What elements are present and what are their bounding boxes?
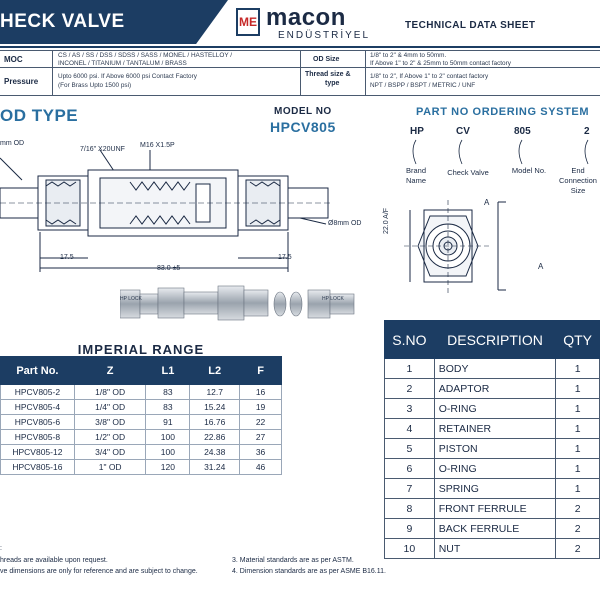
section-title: OD TYPE [0, 106, 79, 125]
table-row [1, 460, 282, 475]
dim-8mm-label: Ø8mm OD [328, 220, 362, 227]
table-cell: RETAINER [434, 419, 556, 439]
table-cell: 7 [385, 479, 435, 499]
table-cell: 83 [146, 385, 190, 400]
label-type: Check Valve [447, 168, 489, 177]
thread-value-2: NPT / BSPP / BSPT / METRIC / UNF [370, 82, 476, 89]
table-cell: HPCV805-2 [1, 385, 75, 400]
logo-subtitle: ENDÜSTRİYEL [278, 30, 371, 41]
table-cell: 1 [556, 399, 600, 419]
label-brand: Brand Name [405, 166, 426, 185]
table-row [385, 539, 600, 559]
dim-left-label: 17.5 [60, 254, 74, 261]
label-size: End Connection Size [559, 166, 597, 195]
code-model: 805 [514, 126, 531, 137]
notes-heading: : [0, 545, 2, 552]
table-cell: ADAPTOR [434, 379, 556, 399]
table-cell: 24.38 [190, 445, 240, 460]
ferrule-part [290, 292, 302, 316]
table-cell: 1/8" OD [74, 385, 146, 400]
section-a-bottom: A [538, 262, 544, 271]
table-cell: 1/2" OD [74, 430, 146, 445]
pressure-label: Pressure [4, 77, 39, 86]
table-row [1, 445, 282, 460]
code-brand: HP [410, 126, 424, 137]
table-cell: 1 [556, 359, 600, 379]
table-cell: 22 [240, 415, 282, 430]
table-cell: 1/4" OD [74, 400, 146, 415]
table-row [385, 439, 600, 459]
header-divider [0, 46, 600, 48]
table-cell: HPCV805-16 [1, 460, 75, 475]
table-cell: 36 [240, 445, 282, 460]
table-cell: 2 [556, 539, 600, 559]
table-cell: 1 [556, 479, 600, 499]
thread-label-1: Thread size & [305, 71, 351, 78]
table-cell: 2 [556, 519, 600, 539]
table-row [385, 499, 600, 519]
page-title: HECK VALVE [0, 11, 125, 32]
table-cell: NUT [434, 539, 556, 559]
column-header: Z [74, 357, 146, 385]
table-row [385, 479, 600, 499]
table-cell: 3/8" OD [74, 415, 146, 430]
dim-od-label: mm OD [0, 140, 25, 147]
imperial-title: IMPERIAL RANGE [77, 342, 205, 357]
column-header: L2 [190, 357, 240, 385]
table-cell: BODY [434, 359, 556, 379]
table-cell: 19 [240, 400, 282, 415]
od-value-2: If Above 1" to 2" & 25mm to 50mm contact factory [370, 60, 511, 67]
ordering-connectors [400, 138, 600, 168]
note-3: 3. Material standards are as per ASTM. [232, 557, 354, 564]
code-type: CV [456, 126, 470, 137]
table-row [385, 519, 600, 539]
table-row [385, 419, 600, 439]
column-header: S.NO [385, 321, 435, 359]
table-cell: 4 [385, 419, 435, 439]
table-row [1, 385, 282, 400]
table-cell: SPRING [434, 479, 556, 499]
body-part [158, 288, 184, 318]
note-2: ve dimensions are only for reference and are subject to change. [0, 568, 198, 575]
spec-col-divider [52, 51, 53, 95]
pressure-value-2: (For Brass Upto 1500 psi) [58, 82, 132, 89]
table-header-row [1, 357, 282, 385]
table-cell: BACK FERRULE [434, 519, 556, 539]
logo-icon: ME [236, 8, 260, 36]
moc-label: MOC [4, 55, 23, 64]
logo-name: macon [266, 4, 346, 31]
table-cell: 15.24 [190, 400, 240, 415]
nut-part [308, 290, 330, 318]
photo-stamp: HP LOCK [322, 296, 344, 302]
od-label: OD Size [313, 56, 340, 63]
table-cell: 6 [385, 459, 435, 479]
table-cell: 16.76 [190, 415, 240, 430]
label-model: Model No. [511, 166, 547, 175]
spec-col-divider [300, 51, 301, 95]
nut-part [120, 290, 140, 318]
table-cell: 3/4" OD [74, 445, 146, 460]
leader-line [300, 218, 326, 224]
table-cell: FRONT FERRULE [434, 499, 556, 519]
parts-table [384, 320, 600, 559]
model-label: MODEL NO [274, 106, 332, 117]
table-cell: 2 [385, 379, 435, 399]
table-cell: 100 [146, 445, 190, 460]
note-1: hreads are available upon request. [0, 557, 108, 564]
end-view-drawing [380, 196, 600, 306]
imperial-table [0, 356, 282, 475]
table-row [1, 400, 282, 415]
photo-stamp: HP LOCK [120, 296, 142, 302]
column-header: F [240, 357, 282, 385]
table-cell: 1 [385, 359, 435, 379]
table-cell: 12.7 [190, 385, 240, 400]
table-cell: 1 [556, 419, 600, 439]
table-cell: 31.24 [190, 460, 240, 475]
table-cell: 8 [385, 499, 435, 519]
moc-value-2: INCONEL / TITANIUM / TANTALUM / BRASS [58, 60, 187, 67]
section-a-top: A [484, 198, 490, 207]
table-cell: 22.86 [190, 430, 240, 445]
table-cell: 3 [385, 399, 435, 419]
thread-value-1: 1/8" to 2", If Above 1" to 2" contact factory [370, 73, 489, 80]
code-size: 2 [584, 126, 590, 137]
dim-af-label: 22.0 A/F [383, 207, 390, 234]
table-cell: HPCV805-8 [1, 430, 75, 445]
table-cell: O-RING [434, 399, 556, 419]
table-cell: 16 [240, 385, 282, 400]
table-header-row [385, 321, 600, 359]
table-row [385, 459, 600, 479]
dim-thread-label: 7/16" X20UNF [80, 146, 125, 153]
table-cell: 91 [146, 415, 190, 430]
table-row [1, 430, 282, 445]
column-header: QTY [556, 321, 600, 359]
table-cell: 1 [556, 379, 600, 399]
note-4: 4. Dimension standards are as per ASME B16.11. [232, 568, 386, 575]
table-row [1, 415, 282, 430]
table-row [385, 359, 600, 379]
pressure-value-1: Upto 6000 psi. If Above 6000 psi Contact Factory [58, 73, 197, 80]
table-cell: 1" OD [74, 460, 146, 475]
table-cell: 27 [240, 430, 282, 445]
table-cell: 120 [146, 460, 190, 475]
leader-line [0, 158, 22, 180]
table-cell: HPCV805-4 [1, 400, 75, 415]
table-cell: 1 [556, 459, 600, 479]
table-cell: O-RING [434, 459, 556, 479]
table-cell: 1 [556, 439, 600, 459]
cross-section-drawing [0, 150, 330, 275]
column-header: DESCRIPTION [434, 321, 556, 359]
table-row [385, 379, 600, 399]
model-number: HPCV805 [270, 119, 336, 135]
table-cell: 10 [385, 539, 435, 559]
table-cell: 100 [146, 430, 190, 445]
column-header: L1 [146, 357, 190, 385]
dim-right-label: 17.5 [278, 254, 292, 261]
table-cell: 46 [240, 460, 282, 475]
table-cell: HPCV805-6 [1, 415, 75, 430]
dim-total-label: 83.0 ±5 [157, 265, 181, 272]
sheet-title: TECHNICAL DATA SHEET [405, 20, 536, 31]
dim-m16-label: M16 X1.5P [140, 142, 175, 149]
thread-label-2: type [325, 80, 340, 87]
spec-col-divider [365, 51, 366, 95]
od-value-1: 1/8" to 2" & 4mm to 50mm. [370, 52, 447, 59]
product-photo [120, 278, 360, 330]
ferrule-part [274, 292, 286, 316]
table-row [385, 399, 600, 419]
moc-value-1: CS / AS / SS / DSS / SDSS / SASS / MONEL / HASTELLOY / [58, 52, 233, 59]
table-cell: 5 [385, 439, 435, 459]
table-cell: 2 [556, 499, 600, 519]
table-cell: HPCV805-12 [1, 445, 75, 460]
table-cell: PISTON [434, 439, 556, 459]
ordering-title: PART NO ORDERING SYSTEM [416, 106, 590, 118]
column-header: Part No. [1, 357, 75, 385]
table-cell: 83 [146, 400, 190, 415]
table-cell: 9 [385, 519, 435, 539]
spec-table [0, 50, 600, 96]
